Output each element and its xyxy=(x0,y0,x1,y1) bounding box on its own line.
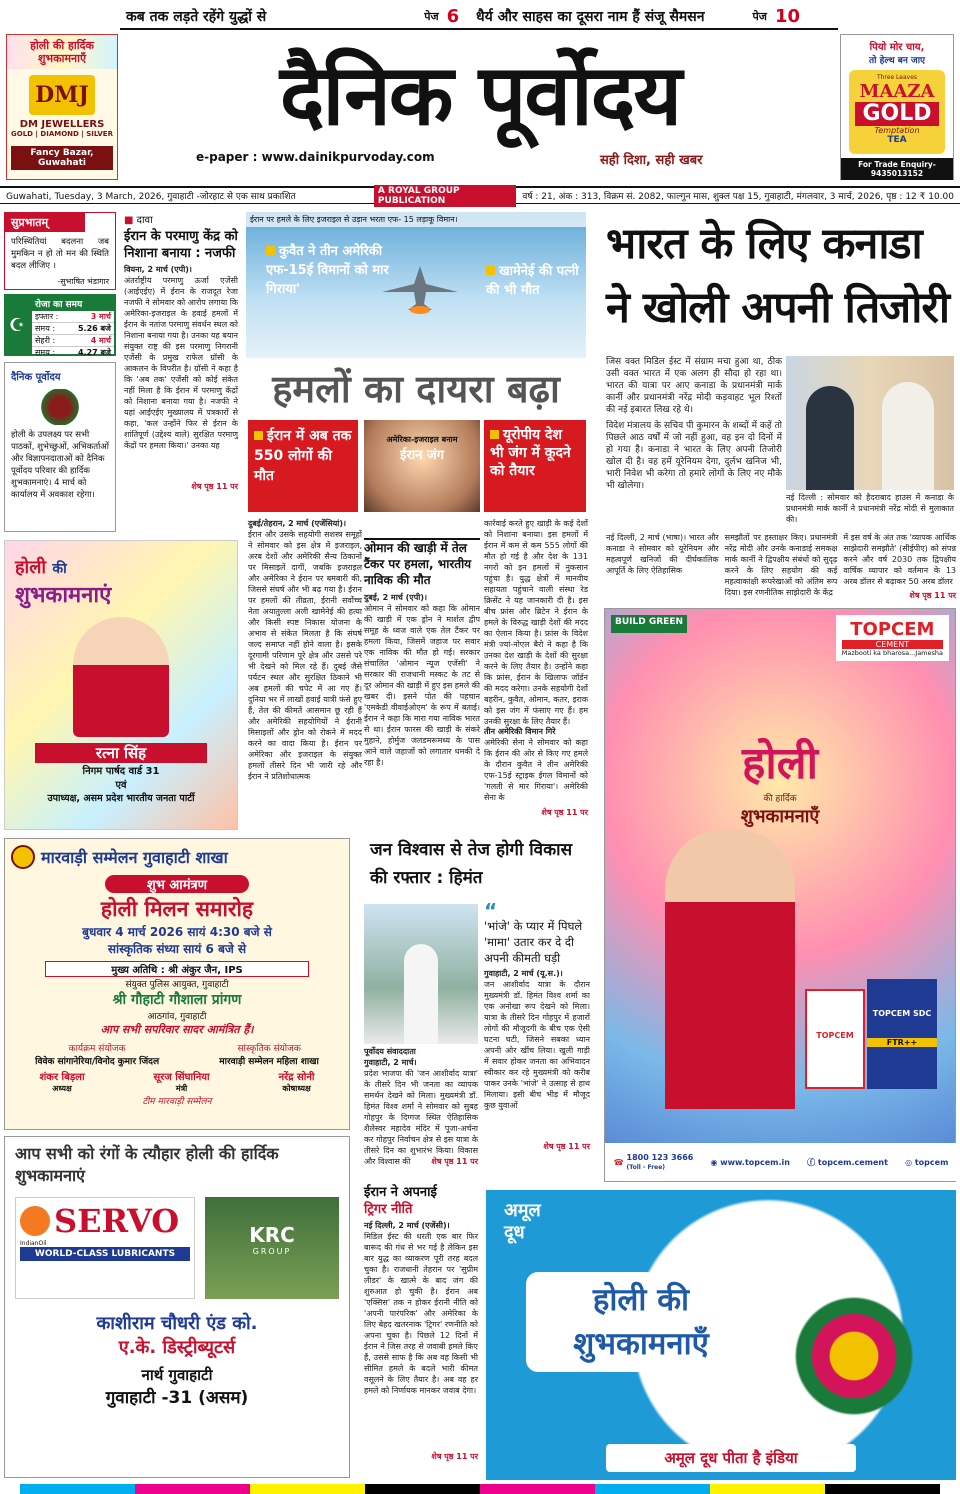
chief-guest: मुख्य अतिथि : श्री अंकुर जैन, IPS xyxy=(45,961,309,977)
servo-sub: WORLD-CLASS LUBRICANTS xyxy=(20,1247,190,1261)
teaser-page-number: 10 xyxy=(774,5,800,27)
photo-caption: ईरान पर हमले के लिए इजराइल से उड़ान भरता एफ- 15 लड़ाकू विमान। xyxy=(246,212,586,227)
suprabhatam-label: सुप्रभातम् xyxy=(5,213,85,232)
teaser-1[interactable] xyxy=(126,4,459,28)
himanta-story[interactable] xyxy=(364,1046,478,1176)
continued-link[interactable]: शेष पृष्ठ 11 पर xyxy=(543,1142,590,1151)
convener-names: विवेक सांगानेरिया/विनोद कुमार जिंदल xyxy=(35,1057,160,1067)
intro-para: जिस वक्त मिडिल ईस्ट में संग्राम मचा हुआ था, ठीक उसी वक्त भारत में एक अलग ही सौदा हो रहा था। भारत की यात्रा पर आए कनाडा के प्रधानमंत्री मार्क कार्नी और प्रधानमंत्री नरेंद्र मोदी कड़वाहट भूल रिश्तों की नई इबारत लिख रहे थे। xyxy=(606,357,782,415)
crescent-moon-icon: ☪ xyxy=(8,314,26,336)
story-body: में इस वर्ष के अंत तक 'व्यापक आर्थिक साझेदारी समझौते' (सीईपीए) को संपन्न करने और वर्ष 2030 तक द्विपक्षीय वार्षिक व्यापार को वर्तमान के 13 अरब डॉलर से बढ़ाकर 50 अरब डॉलर xyxy=(843,533,957,586)
story-body: अंतर्राष्ट्रीय परमाणु ऊर्जा एजेंसी (आईएईए) में ईरान के राजदूत रेजा नजफी ने सोमवार को आरोप लगाया कि अमेरिका-इजराइल के हवाई हमलों में ईरान के नतांज परमाणु संवर्धन स्थल को निशाना बनाया गया है। उनका यह बयान संयुक्त राष्ट्र की इस परमाणु निगरानी एजेंसी के प्रमुख राफेल ग्रॉसी के आकलन के विपरीत है। ग्रॉसी ने कहा है कि 'अब तक' एजेंसी को कोई संकेत नहीं मिला है कि ईरान में परमाणु केंद्रों को निशाना बनाया गया है। नजफी ने यहां आईएईए मुख्यालय में पत्रकारों से कहा, 'कल उन्होंने फिर से ईरान के शांतिपूर्ण (उद्देश्य वाले) सुरक्षित परमाणु केंद्रों पर हमला किया।' उनका यह xyxy=(124,276,238,450)
phone-icon: ☎ xyxy=(613,1157,624,1167)
iran-trigger-story[interactable] xyxy=(364,1184,478,1480)
indianoil-label: IndianOil xyxy=(20,1240,47,1247)
story-headline: 'भांजे' के प्यार में पिघले 'मामा' उतार कर दे दी अपनी कीमती घड़ी xyxy=(484,919,583,965)
greeting-ki: की xyxy=(52,561,67,577)
ad-line2: तो हेल्थ बन जाए xyxy=(868,56,925,66)
continued-link[interactable]: शेष पृष्ठ 11 पर xyxy=(909,591,957,600)
story-kicker: ■ दावा xyxy=(124,215,153,226)
greeting-holi: होली xyxy=(15,557,47,578)
roza-box xyxy=(4,294,116,356)
continued-link[interactable]: शेष पृष्ठ 11 पर xyxy=(191,482,238,491)
canada-body[interactable] xyxy=(606,532,956,606)
war-story-col3 xyxy=(484,518,588,822)
ad-line1: पियो मोर चाय, xyxy=(869,42,925,53)
europe-box: यूरोपीय देश भी जंग में कूदने को तैयार xyxy=(484,420,586,512)
continued-link[interactable]: शेष पृष्ठ 11 पर xyxy=(541,808,588,817)
amul-tagline: अमूल दूध पीता है इंडिया xyxy=(606,1444,856,1472)
roza-title: रोजा का समय xyxy=(32,296,114,311)
topcem-tag: Mazbooti ka bharosa...Jamesha xyxy=(841,649,943,657)
ad-greeting: आप सभी को रंगों के त्यौहार होली की हार्दिक शुभकामनाएं xyxy=(15,1144,279,1185)
story-body: प्रदेश भाजपा की 'जन आशीर्वाद यात्रा' के तीसरे दिन भी जनता का व्यापक समर्थन देखने को मिला। मुख्यमंत्री डॉ. हिमंत विश्व शर्मा ने सोमवार को सुबह गोहपुर के दिग्गज स्थित ऐतिहासिक शैलेस्वर महादेव मंदिर में पूजा-अर्चना कर गोहपुर निर्वाचन क्षेत्र से इस यात्रा के तीसरे दिन का शुभारंभ किया। विकास और विश्वास की xyxy=(364,1069,478,1166)
venue: श्री गौहाटी गौशाला प्रांगण xyxy=(112,992,242,1008)
roza-row: सेहरी : 4 मार्च xyxy=(32,335,114,347)
story-body: मिडिल ईस्ट की धरती एक बार फिर बारूद की गंध से भर गई है लेकिन इस बार युद्ध का व्याकरण पूरी तरह बदल चुका है। राजधानी तेहरान पर 'सुप्रीम लीडर' के खात्मे के बाद जंग की शुरुआत हो चुकी है। ईरान अब 'एक्सिस' तक न होकर ईरानी नीति को 'अपनी पारंपरिक' और अमेरिका के लिए बेहद खतरनाक 'ट्रिगर' रणनीति को अपना चुका है। पिछले 12 दिनों में ईरान ने जिस तरह से जवाबी हमले किए हैं, उससे साफ है कि अब वह किसी भी सीमित हमले के बदले भारी कीमत वसूलने के लिए तैयार है। अब वह हर हमले को निर्णायक मानकर जवाब देगा। xyxy=(364,1232,478,1395)
convener-names: मारवाड़ी सम्मेलन महिला शाखा xyxy=(219,1057,319,1067)
photo-caption: नई दिल्ली : सोमवार को हैदराबाद हाउस में कनाडा के प्रधानमंत्री मार्क कार्नी ने प्रधानमंत्री नरेंद्र मोदी से मुलाकात की। xyxy=(786,493,954,524)
phone-number[interactable]: ☎ 1800 123 3666 (Toll - Free) xyxy=(613,1153,694,1171)
story-dateline: नई दिल्ली, 2 मार्च (एजेंसी)। xyxy=(364,1221,450,1230)
roza-row: समय : 5.26 बजे xyxy=(32,323,114,335)
color-registration-strip xyxy=(20,1484,940,1494)
continued-link[interactable]: शेष पृष्ठ 11 पर xyxy=(431,1157,478,1166)
story-subhead: तीन अमेरिकी विमान गिरे xyxy=(484,727,556,736)
khamenei-callout: खामेनेई की पत्नी की भी मौत xyxy=(486,264,579,298)
ad-sub: Temptation xyxy=(874,126,920,135)
company-name: काशीराम चौधरी एंड को. xyxy=(96,1313,258,1334)
krc-logo: KRC xyxy=(249,1223,295,1247)
himanta-headline: जन विश्वास से तेज होगी विकास की रफ्तार : हिमंत xyxy=(370,840,573,888)
servo-logo: SERVO xyxy=(54,1202,180,1240)
celebrity-figure xyxy=(665,829,795,1109)
suprabhatam-box xyxy=(4,212,116,290)
servo-distributor-ad[interactable] xyxy=(4,1136,350,1478)
event-title: होली मिलन समारोह xyxy=(100,897,254,921)
office-role: कोषाध्यक्ष xyxy=(282,1084,311,1093)
dmj-logo: DMJ xyxy=(29,75,95,115)
vs-top: अमेरिका-इजराइल बनाम xyxy=(386,435,458,444)
oman-story[interactable] xyxy=(364,538,480,822)
himanta-photo xyxy=(364,904,478,1044)
ad-name: DM JEWELLERS xyxy=(19,119,105,130)
dm-jewellers-ad[interactable] xyxy=(6,34,118,180)
leader-role: उपाध्यक्ष, असम प्रदेश भारतीय जनता पार्टी xyxy=(47,793,195,804)
dateline-right: वर्ष : 21, अंक : 313, विक्रम सं. 2082, फाल्गुन मास, शुक्ल पक्ष 15, गुवाहाटी, मंगलवार, 3 मार्च, 2026, पृष्ठ : 12 ₹ 10.00 xyxy=(522,192,954,202)
war-photo xyxy=(246,212,586,358)
masthead-tagline: सही दिशा, सही खबर xyxy=(600,153,703,168)
leader-role: निगम पार्षद वार्ड 31 xyxy=(82,766,160,777)
org-title: मारवाड़ी सम्मेलन गुवाहाटी शाखा xyxy=(41,848,228,867)
team-label: टीम मारवाड़ी सम्मेलन xyxy=(142,1097,212,1107)
event-when: बुधवार 4 मार्च 2026 सायं 4:30 बजे से xyxy=(82,925,272,939)
epaper-url[interactable]: e-paper : www.dainikpurvoday.com xyxy=(196,150,435,164)
kuwait-callout: कुवैत ने तीन अमेरिकी एफ-15ई विमानों को मार गिराया' xyxy=(266,244,389,297)
leader-portrait xyxy=(73,617,169,737)
story-body: ओमान ने सोमवार को कहा कि ओमान की खाड़ी में एक ड्रोन ने मार्शल द्वीप समूह के ध्वज वाले एक तेल टैंकर पर हमला किया, जिसमें जहाज पर सवार एक नाविक की मौत हो गई। सरकार संचालित 'ओमान न्यूज एजेंसी' ने सरकार की राजधानी मस्कट के तट से दूर ओमान की खाड़ी में हुए इस हमले की खबर दी। इसने पोत की पहचान 'एमकेडी वीवाईओएम' के रूप में बताई। ईरान ने कहा कि मारा गया नाविक भारत से था। ईरान फारस की खाड़ी के संकरे मुहाने, होर्मुज जलडमरूमध्य के पास आने वाले जहाजों को लगातार धमकी दे रहा है। xyxy=(364,604,480,767)
person-silhouette xyxy=(404,944,438,1044)
tea-label: TEA xyxy=(887,135,907,145)
office-role: अध्यक्ष xyxy=(52,1084,72,1093)
canada-headline: भारत के लिए कनाडा ने खोली अपनी तिजोरी xyxy=(606,219,950,333)
vs-graphic xyxy=(364,420,480,512)
invite-label: शुभ आमंत्रण xyxy=(105,875,249,893)
build-green: BUILD GREEN xyxy=(611,615,687,633)
facebook-link[interactable]: ⓕ topcem.cement xyxy=(807,1157,888,1167)
event-cultural: सांस्कृतिक संध्या सायं 6 बजे से xyxy=(107,942,247,956)
ad-address: Fancy Bazar, Guwahati xyxy=(11,146,113,170)
teaser-page-label: पेज xyxy=(752,9,767,23)
convener-title: कार्यक्रम संयोजक xyxy=(68,1044,126,1054)
website-link[interactable]: ◉ www.topcem.in xyxy=(710,1157,790,1167)
bhanje-story[interactable] xyxy=(484,899,590,1176)
vs-bottom: ईरान जंग xyxy=(400,448,444,463)
war-headline: हमलों का दायरा बढ़ा xyxy=(272,367,560,411)
emblem-icon xyxy=(11,845,35,869)
ad-greeting: होली की हार्दिक शुभकामनाएँ xyxy=(7,35,117,69)
gold-label: GOLD xyxy=(855,102,939,126)
topcem-brand: TOPCEM xyxy=(850,619,935,640)
notice-text: होली के उपलक्ष्य पर सभी पाठकों, शुभेच्छुओं, अभिकर्ताओं और विज्ञापनदाताओं को दैनिक पूर्वोदय परिवार की हार्दिक शुभकामनाएं। 4 मार्च को कार्यालय में अवकाश रहेगा। xyxy=(11,430,109,500)
ad-three-leaves: Three Leaves xyxy=(876,74,918,81)
story-body: नई दिल्ली, 2 मार्च (भाषा)। भारत और कनाडा ने सोमवार को यूरेनियम और महत्वपूर्ण खनिजों की दीर्घकालिक आपूर्ति के लिए ऐतिहासिक xyxy=(606,533,719,575)
office-bearer: शंकर बिड़ला xyxy=(39,1072,85,1083)
story-body: समझौतों पर हस्ताक्षर किए। प्रधानमंत्री नरेंद्र मोदी और उनके कनाडाई समकक्ष मार्क कार्नी ने द्विपक्षीय संबंधों को सुदृढ़ करने के लिए सहयोग की कई महत्वाकांक्षी रूपरेखाओं को अंतिम रूप दिया। इस रणनीतिक साझेदारी के केंद्र xyxy=(724,533,838,597)
teaser-text: कब तक लड़ते रहेंगे युद्धों से xyxy=(126,8,267,25)
and-label: एवं xyxy=(115,780,127,791)
greeting-wishes: शुभकामनाएं xyxy=(15,583,112,608)
story-body: अमेरिकी सेना ने सोमवार को कहा कि ईरान की ओर से किए गए हमले के दौरान कुवैत ने तीन अमेरिकी एफ-15ई स्ट्राइक ईगल विमानों को 'गलती से मार गिराया'। अमेरिकी सेना के xyxy=(484,738,588,802)
enquiry: For Trade Enquiry- 9435013152 xyxy=(841,158,953,180)
intro-para: विदेश मंत्रालय के सचिव पी कुमारन के शब्दों में कहें तो पिछले आठ वर्षों में जो नहीं हुआ, वह इन दो दिनों में हो गया है। कनाडा ने भारत के लिए अपनी तिजोरी खोल दी है। वह हमें यूरेनियम देगा, दुर्लभ खनिज भी, भारी निवेश भी करेगा तो हमारे लोगों के लिए नए मौके भी खोलेगा। xyxy=(606,421,782,491)
story-body: जन आशीर्वाद यात्रा के दौरान मुख्यमंत्री डॉ. हिमंत विश्व शर्मा का एक अनोखा रूप देखने को मिला। यात्रा के तीसरे दिन गोहपुर में हजारों लोगों की मौजूदगी के बीच एक ऐसी घटना घटी, जिसने सबका ध्यान अपनी ओर खींच लिया। खुली गाड़ी में सवार होकर जनता का अभिवादन स्वीकार कर रहे मुख्यमंत्री को करीब पाकर उनके 'भांजे' ने उत्साह से हाथ मिलाया। इसी बीच भीड़ में मौजूद कुछ युवाओं xyxy=(484,980,590,1110)
marwari-sammelan-ad[interactable] xyxy=(4,838,350,1130)
venue-sub: आठगांव, गुवाहाटी xyxy=(147,1012,207,1022)
quote-text: परिस्थितियां बदलना जब मुमकिन न हो तो मन की स्थिति बदल लीजिए । xyxy=(11,237,109,271)
quote-author: -सुभाषित भंडागार xyxy=(57,277,109,286)
instagram-icon: ◎ xyxy=(905,1157,913,1167)
story-dateline: दुबई/तेहरान, 2 मार्च (एजेंसियां)। xyxy=(248,519,347,528)
holiday-notice xyxy=(4,362,116,532)
royal-group-label: A ROYAL GROUP PUBLICATION xyxy=(374,185,516,207)
continued-link[interactable]: शेष पृष्ठ 11 पर xyxy=(431,1452,478,1461)
divider xyxy=(120,28,838,30)
story-headline: ओमान की खाड़ी में तेल टैंकर पर हमला, भारतीय नाविक की मौत xyxy=(364,538,480,588)
holi-word: होली xyxy=(742,738,818,789)
convener-title: सांस्कृतिक संयोजक xyxy=(237,1044,301,1054)
globe-icon: ◉ xyxy=(710,1157,718,1167)
story-headline: ट्रिगर नीति xyxy=(364,1202,413,1217)
amul-wish: होली की शुभकामनाएँ xyxy=(526,1272,756,1372)
place: नार्थ गुवाहाटी xyxy=(141,1366,213,1384)
topcem-ad[interactable] xyxy=(604,608,956,1182)
story-body: कार्रवाई करते हुए खाड़ी के कई देशों को निशाना बनाया। इस हमलों में ईरान में कम से कम 555 लोगों की मौत हो गई है और देश के 131 नगरों को इन हमलों में नुकसान पहुंचा है। युद्ध क्षेत्रों में मानवीय सहायता पहुंचाने वाली संस्था रेड क्रिसेंट ने यह जानकारी दी है। इस बीच फ्रांस और ब्रिटेन ने ईरान के हमले के विरुद्ध खाड़ी देशों की मदद का ऐलान किया है। फ्रांस के विदेश मंत्री ज्यां-नोएल बैरो ने कहा है कि उनका देश खाड़ी के देशों की सुरक्षा करने के लिए तैयार है। उन्होंने कहा कि फ्रांस, ईरान के खिलाफ जॉर्डन की मदद करेगा। उनके सहयोगी देशों बहरीन, कुवैत, ओमान, कतर, इराक को इस जंग में फंसाए गए हैं। हम उनकी सुरक्षा के लिए तैयार हैं। xyxy=(484,519,588,726)
holi-wishes-ad[interactable] xyxy=(4,540,238,830)
masthead-title: दैनिक पूर्वोदय xyxy=(279,45,681,144)
dateline-left: Guwahati, Tuesday, 3 March, 2026, गुवाहाटी -जोरहाट से एक साथ प्रकाशित xyxy=(6,192,296,202)
iran-deaths-box: ईरान में अब तक 550 लोगों की मौत xyxy=(248,420,358,512)
story-dateline: गुवाहाटी, 2 मार्च (यू.स.)। xyxy=(484,969,563,978)
leader-name: रत्ना सिंह xyxy=(35,743,207,763)
roza-row: इफ्तार : 3 मार्च xyxy=(32,311,114,323)
cement-label: CEMENT xyxy=(842,640,943,649)
holi-colors-icon xyxy=(35,389,85,425)
instagram-link[interactable]: ◎ topcem xyxy=(905,1157,949,1167)
office-bearer: नरेंद्र सोनी xyxy=(278,1072,315,1083)
distributor-name: ए.के. डिस्ट्रीब्यूटर्स xyxy=(118,1337,236,1358)
person-silhouette xyxy=(806,386,854,490)
canada-photo xyxy=(786,356,954,490)
office-role: मंत्री xyxy=(175,1084,188,1093)
indianoil-logo-icon xyxy=(20,1206,50,1236)
krc-sub: GROUP xyxy=(252,1247,292,1256)
amul-brand-sub: दूध xyxy=(504,1222,525,1243)
amul-brand: अमूल xyxy=(504,1200,541,1221)
maaza-tea-ad[interactable] xyxy=(840,34,954,180)
chief-guest-role: संयुक्त पुलिस आयुक्त, गुवाहाटी xyxy=(125,980,229,990)
teaser-page-label: पेज xyxy=(424,9,439,23)
quote-icon: “ xyxy=(484,899,498,923)
story-byline: पूर्वोदय संवाददाता xyxy=(364,1047,416,1056)
dateline-bar xyxy=(0,186,960,204)
story-dateline: गुवाहाटी, 2 मार्च। xyxy=(364,1058,417,1067)
facebook-icon: ⓕ xyxy=(807,1157,816,1167)
cement-bag-1: TOPCEM xyxy=(805,989,865,1089)
canada-intro xyxy=(606,356,782,526)
roza-row: समय : 4.27 बजे xyxy=(35,348,111,357)
story-dateline: वियना, 2 मार्च (एपी)। xyxy=(124,265,192,274)
iran-nuclear-story[interactable] xyxy=(124,212,238,532)
colour-bowls-graphic xyxy=(784,1260,924,1420)
ad-sub: GOLD | DIAMOND | SILVER xyxy=(11,130,113,138)
notice-title: दैनिक पूर्वोदय xyxy=(11,372,61,383)
teaser-2[interactable] xyxy=(476,4,800,28)
teaser-text: धैर्य और साहस का दूसरा नाम हैं संजू सैमसन xyxy=(476,8,705,25)
war-story-col1 xyxy=(248,518,362,822)
story-headline: ईरान के परमाणु केंद्र को निशाना बनाया : नजफी xyxy=(124,229,238,261)
office-bearer: सूरज सिंघानिया xyxy=(153,1072,210,1083)
teaser-page-number: 6 xyxy=(446,5,460,27)
holi-sub: की हार्दिक xyxy=(763,794,797,804)
maaza-brand: MAAZA xyxy=(859,81,935,102)
amul-ad[interactable] xyxy=(486,1190,956,1480)
story-dateline: दुबई, 2 मार्च (एपी)। xyxy=(364,593,428,602)
person-silhouette xyxy=(882,382,934,490)
story-headline: ईरान ने अपनाई xyxy=(364,1185,437,1200)
pin: गुवाहाटी -31 (असम) xyxy=(105,1388,249,1408)
cement-bag-2: TOPCEM SDC FTR++ xyxy=(867,979,937,1089)
story-body: ईरान और उसके सहयोगी सशस्त्र समूहों ने सोमवार को इस क्षेत्र में इजराइल, अरब देशों और अमेरिकी सैन्य ठिकानों पर मिसाइलें दागीं, जबकि इजराइल और अमेरिका ने ईरान पर बमबारी की, जिससे संघर्ष और भी बढ़ गया है। ईरान पर हमलों की तीव्रता, ईरानी सर्वोच्च नेता अयातुल्ला अली खामेनेई की हत्या और किसी स्पष्ट निकास योजना के अभाव से संकेत मिलता है कि संघर्ष जल्द समाप्त नहीं होने वाला है। इसके दूरगामी परिणाम पूरे क्षेत्र और उससे परे भी देखने को मिल रहे हैं। दुबई जैसे पर्यटन स्थल और सुरक्षित ठिकाने भी अब हमलों की चपेट में आ गए हैं। दुनिया भर में लाखों हवाई यात्री फंसे हुए हैं, तेल की कीमतें आसमान छू रही हैं और अमेरिकी सहयोगियों ने ईरानी मिसाइलों और ड्रोन को रोकने में मदद करने का वादा किया है। ईरान पर अमेरिका और इजराइल के संयुक्त हमलों तीसरे दिन भी जारी रहे और ईरान ने प्रतिशोधात्मक xyxy=(248,530,362,781)
invite-all: आप सभी सपरिवार सादर आमंत्रित हैं। xyxy=(100,1023,254,1036)
wishes-word: शुभकामनाएँ xyxy=(740,806,820,827)
